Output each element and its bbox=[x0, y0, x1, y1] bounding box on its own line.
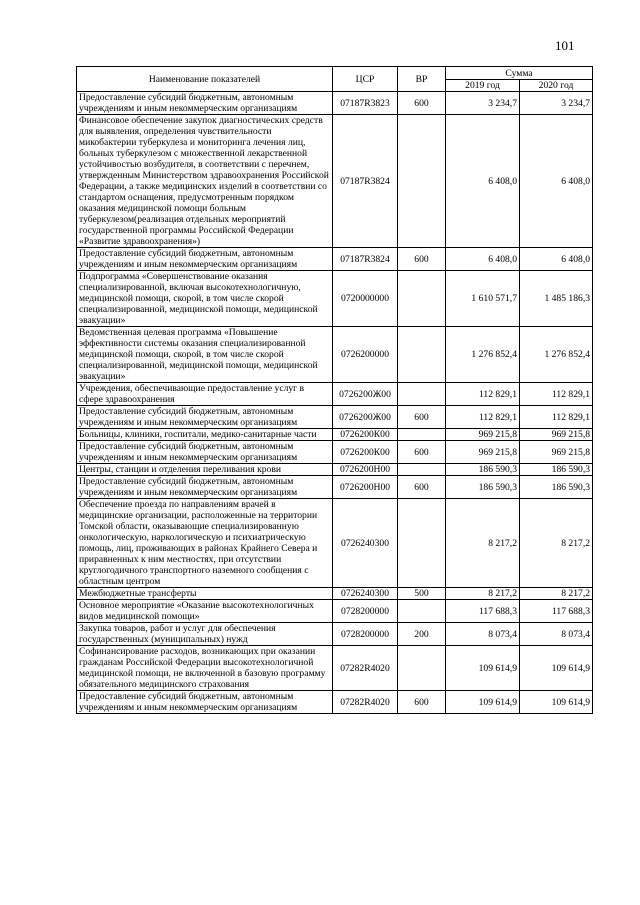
cell-sum-2019: 6 408,0 bbox=[446, 115, 520, 248]
table-row bbox=[77, 600, 593, 623]
cell-vr bbox=[398, 327, 446, 383]
cell-sum-2019: 1 276 852,4 bbox=[446, 327, 520, 383]
cell-csr: 0720000000 bbox=[333, 271, 398, 327]
cell-vr: 500 bbox=[398, 588, 446, 600]
cell-sum-2019: 117 688,3 bbox=[446, 600, 520, 623]
cell-name: Софинансирование расходов, возникающих при оказании гражданам Российской Федерации высокотехнологичной медицинской помощи, не включенной в базовую программу обязательного медицинского страхования bbox=[77, 646, 333, 691]
cell-csr: 07187R3823 bbox=[333, 92, 398, 115]
cell-sum-2019: 112 829,1 bbox=[446, 406, 520, 429]
cell-vr: 600 bbox=[398, 406, 446, 429]
cell-sum-2020: 117 688,3 bbox=[520, 600, 593, 623]
cell-sum-2019: 1 610 571,7 bbox=[446, 271, 520, 327]
cell-vr bbox=[398, 499, 446, 588]
cell-csr: 0726200Н00 bbox=[333, 464, 398, 476]
header-sum: Сумма bbox=[446, 67, 593, 80]
cell-csr: 07282R4020 bbox=[333, 691, 398, 714]
cell-vr: 600 bbox=[398, 248, 446, 271]
cell-name: Межбюджетные трансферты bbox=[77, 588, 333, 600]
cell-sum-2020: 186 590,3 bbox=[520, 464, 593, 476]
table-row bbox=[77, 623, 593, 646]
cell-vr bbox=[398, 646, 446, 691]
cell-sum-2019: 8 217,2 bbox=[446, 499, 520, 588]
table-row bbox=[77, 691, 593, 714]
cell-vr bbox=[398, 271, 446, 327]
cell-csr: 0726200Ж00 bbox=[333, 406, 398, 429]
cell-name: Основное мероприятие «Оказание высокотехнологичных видов медицинской помощи» bbox=[77, 600, 333, 623]
cell-sum-2019: 3 234,7 bbox=[446, 92, 520, 115]
cell-vr: 600 bbox=[398, 691, 446, 714]
cell-sum-2020: 8 217,2 bbox=[520, 499, 593, 588]
cell-name: Финансовое обеспечение закупок диагностических средств для выявления, определения чувствительности микобактерии туберкулеза и мониторинга лечения лиц, больных туберкулезом с множественной лекарственной устойчивостью возбудителя, в соответствии с перечнем, утвержденным Министерством здравоохранения Российской Федерации, а также медицинских изделий в соответствии со стандартом оснащения, предусмотренным порядком оказания медицинской помощи больным туберкулезом(реализация отдельных мероприятий государственной программы Российской Федерации «Развитие здравоохранения») bbox=[77, 115, 333, 248]
cell-sum-2020: 1 276 852,4 bbox=[520, 327, 593, 383]
cell-name: Предоставление субсидий бюджетным, автономным учреждениям и иным некоммерческим организациям bbox=[77, 92, 333, 115]
cell-sum-2019: 969 215,8 bbox=[446, 429, 520, 441]
cell-sum-2020: 1 485 186,3 bbox=[520, 271, 593, 327]
cell-name: Обеспечение проезда по направлениям врачей в медицинские организации, расположенные на территории Томской области, оказывающие специализированную онкологическую, наркологическую и психиатрическую помощь, лиц, проживающих в районах Крайнего Севера и приравненных к ним местностях, при отсутствии круглогодичного транспортного наземного сообщения с областным центром bbox=[77, 499, 333, 588]
cell-sum-2020: 969 215,8 bbox=[520, 441, 593, 464]
cell-csr: 0726200К00 bbox=[333, 441, 398, 464]
cell-vr bbox=[398, 600, 446, 623]
cell-csr: 0726200К00 bbox=[333, 429, 398, 441]
cell-vr: 600 bbox=[398, 441, 446, 464]
header-year-2019: 2019 год bbox=[446, 80, 520, 92]
cell-csr: 0726200Ж00 bbox=[333, 383, 398, 406]
cell-sum-2019: 112 829,1 bbox=[446, 383, 520, 406]
table-row bbox=[77, 406, 593, 429]
cell-sum-2019: 8 217,2 bbox=[446, 588, 520, 600]
cell-csr: 0726240300 bbox=[333, 499, 398, 588]
cell-sum-2020: 112 829,1 bbox=[520, 406, 593, 429]
cell-name: Ведомственная целевая программа «Повышение эффективности системы оказания специализированной медицинской помощи, скорой, в том числе скорой специализированной, медицинской помощи, медицинской эвакуации» bbox=[77, 327, 333, 383]
header-year-2020: 2020 год bbox=[520, 80, 593, 92]
cell-name: Предоставление субсидий бюджетным, автономным учреждениям и иным некоммерческим организациям bbox=[77, 441, 333, 464]
cell-csr: 07187R3824 bbox=[333, 248, 398, 271]
cell-sum-2019: 186 590,3 bbox=[446, 476, 520, 499]
table-row bbox=[77, 429, 593, 441]
header-name: Наименование показателей bbox=[77, 67, 333, 92]
cell-csr: 0728200000 bbox=[333, 600, 398, 623]
table-body bbox=[77, 92, 593, 714]
cell-sum-2020: 3 234,7 bbox=[520, 92, 593, 115]
budget-table bbox=[76, 66, 593, 714]
cell-sum-2020: 112 829,1 bbox=[520, 383, 593, 406]
cell-csr: 0726200Н00 bbox=[333, 476, 398, 499]
table-row bbox=[77, 464, 593, 476]
table-row bbox=[77, 92, 593, 115]
cell-sum-2020: 6 408,0 bbox=[520, 248, 593, 271]
cell-sum-2019: 186 590,3 bbox=[446, 464, 520, 476]
cell-name: Центры, станции и отделения переливания крови bbox=[77, 464, 333, 476]
table-row bbox=[77, 383, 593, 406]
cell-csr: 0728200000 bbox=[333, 623, 398, 646]
cell-csr: 0726240300 bbox=[333, 588, 398, 600]
cell-sum-2020: 8 073,4 bbox=[520, 623, 593, 646]
table-row bbox=[77, 271, 593, 327]
cell-csr: 07187R3824 bbox=[333, 115, 398, 248]
table-row bbox=[77, 499, 593, 588]
page-number: 101 bbox=[555, 38, 575, 53]
header-vr: ВР bbox=[398, 67, 446, 92]
cell-sum-2020: 6 408,0 bbox=[520, 115, 593, 248]
cell-sum-2020: 969 215,8 bbox=[520, 429, 593, 441]
cell-vr bbox=[398, 429, 446, 441]
cell-name: Учреждения, обеспечивающие предоставление услуг в сфере здравоохранения bbox=[77, 383, 333, 406]
cell-sum-2019: 969 215,8 bbox=[446, 441, 520, 464]
cell-sum-2020: 186 590,3 bbox=[520, 476, 593, 499]
cell-sum-2019: 109 614,9 bbox=[446, 646, 520, 691]
table-row bbox=[77, 588, 593, 600]
cell-vr bbox=[398, 464, 446, 476]
cell-vr: 600 bbox=[398, 92, 446, 115]
cell-name: Больницы, клиники, госпитали, медико-санитарные части bbox=[77, 429, 333, 441]
cell-vr: 200 bbox=[398, 623, 446, 646]
cell-sum-2019: 6 408,0 bbox=[446, 248, 520, 271]
cell-vr: 600 bbox=[398, 476, 446, 499]
cell-csr: 07282R4020 bbox=[333, 646, 398, 691]
cell-sum-2019: 109 614,9 bbox=[446, 691, 520, 714]
cell-name: Предоставление субсидий бюджетным, автономным учреждениям и иным некоммерческим организациям bbox=[77, 476, 333, 499]
cell-vr bbox=[398, 115, 446, 248]
cell-name: Подпрограмма «Совершенствование оказания специализированной, включая высокотехнологичную, медицинской помощи, скорой, в том числе скорой специализированной, медицинской помощи, медицинской эвакуации» bbox=[77, 271, 333, 327]
cell-name: Предоставление субсидий бюджетным, автономным учреждениям и иным некоммерческим организациям bbox=[77, 248, 333, 271]
table-row bbox=[77, 248, 593, 271]
header-csr: ЦСР bbox=[333, 67, 398, 92]
cell-name: Предоставление субсидий бюджетным, автономным учреждениям и иным некоммерческим организациям bbox=[77, 691, 333, 714]
table-row bbox=[77, 327, 593, 383]
table-row bbox=[77, 476, 593, 499]
table-row bbox=[77, 646, 593, 691]
cell-sum-2019: 8 073,4 bbox=[446, 623, 520, 646]
cell-name: Предоставление субсидий бюджетным, автономным учреждениям и иным некоммерческим организациям bbox=[77, 406, 333, 429]
cell-name: Закупка товаров, работ и услуг для обеспечения государственных (муниципальных) нужд bbox=[77, 623, 333, 646]
cell-csr: 0726200000 bbox=[333, 327, 398, 383]
cell-sum-2020: 8 217,2 bbox=[520, 588, 593, 600]
table-row bbox=[77, 441, 593, 464]
table-row bbox=[77, 115, 593, 248]
cell-sum-2020: 109 614,9 bbox=[520, 646, 593, 691]
cell-sum-2020: 109 614,9 bbox=[520, 691, 593, 714]
cell-vr bbox=[398, 383, 446, 406]
